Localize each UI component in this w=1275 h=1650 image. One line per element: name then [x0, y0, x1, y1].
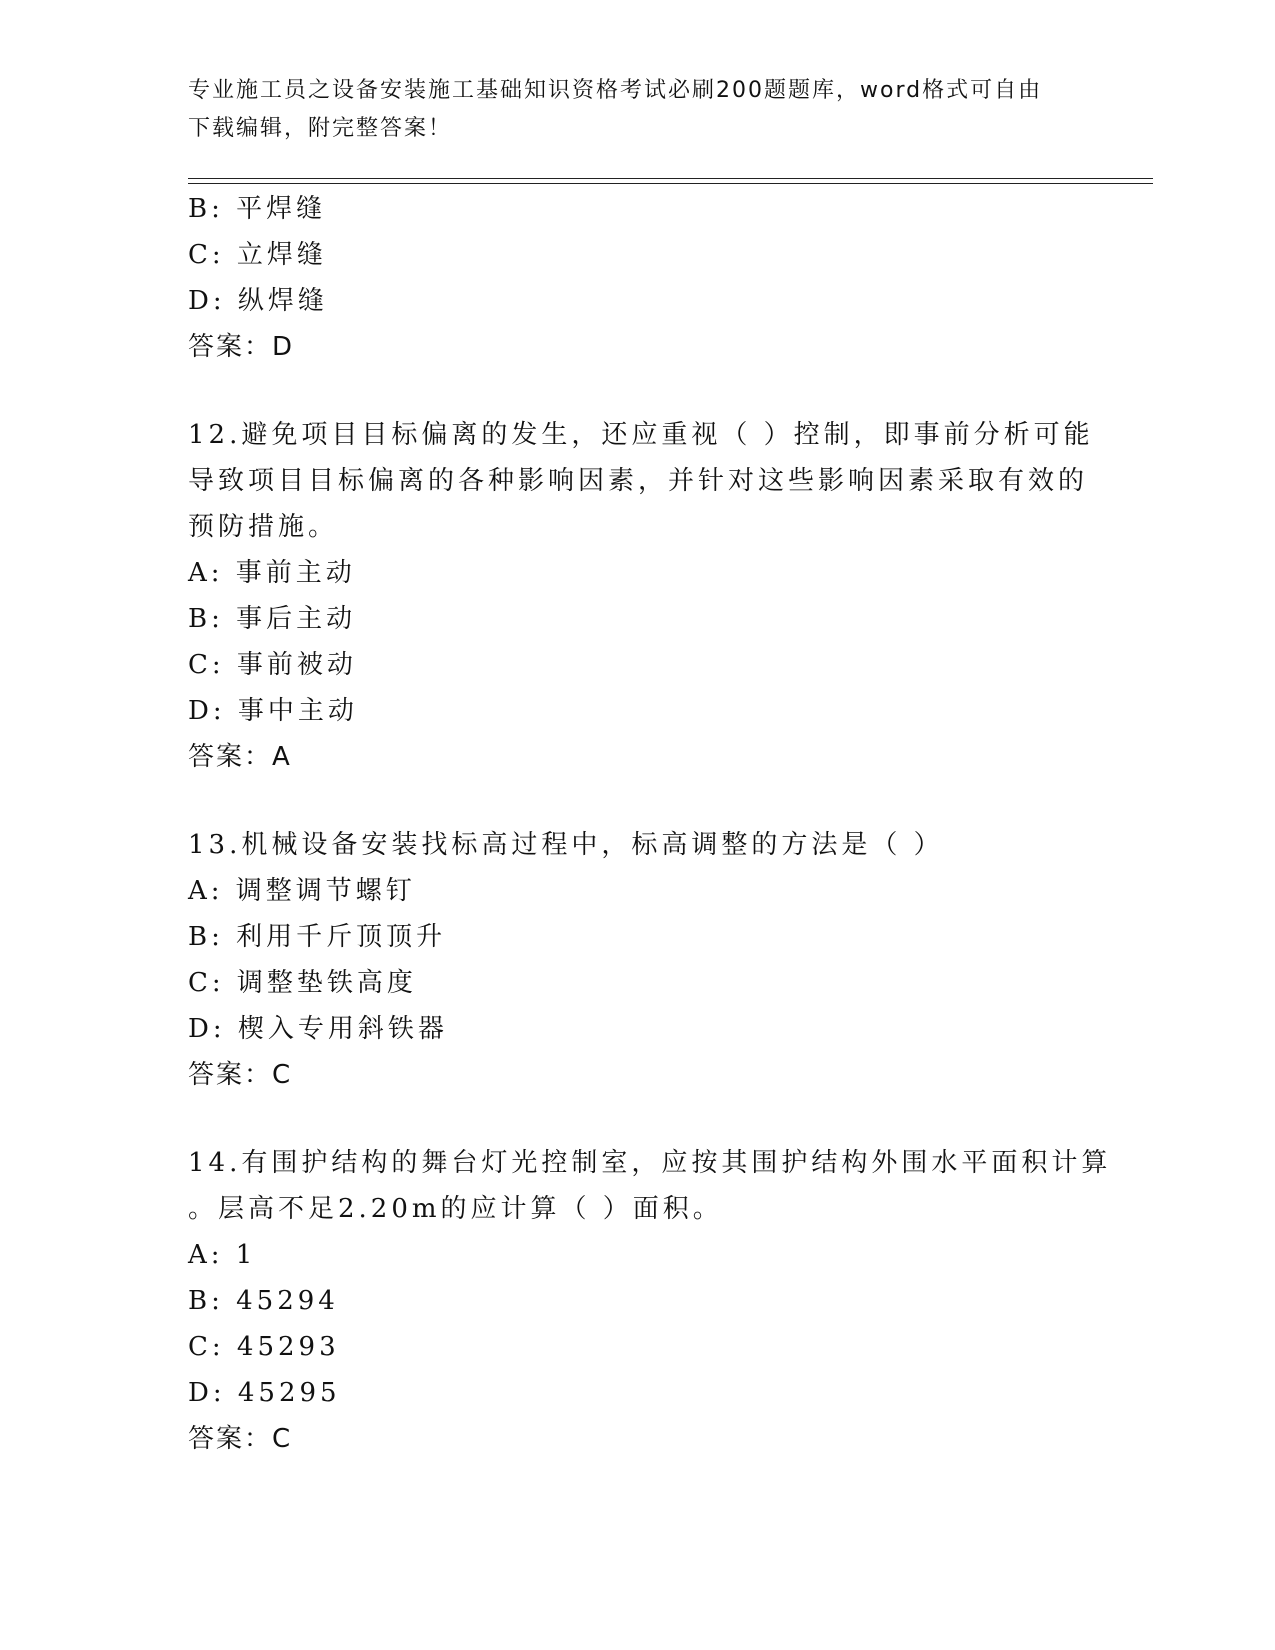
question-text-line: 14.有围护结构的舞台灯光控制室，应按其围护结构外围水平面积计算 [188, 1148, 1112, 1178]
option-c: C: 调整垫铁高度 [188, 968, 417, 998]
question-11-continuation [188, 186, 1088, 370]
option-b: B: 平焊缝 [188, 194, 327, 224]
question-text-line: 导致项目目标偏离的各种影响因素，并针对这些影响因素采取有效的 [188, 466, 1089, 496]
option-b: B: 事后主动 [188, 604, 357, 634]
answer: 答案：D [188, 332, 295, 362]
question-text-line: 。层高不足2.20m的应计算（ ）面积。 [188, 1194, 723, 1224]
option-c: C: 立焊缝 [188, 240, 327, 270]
header-line-1: 专业施工员之设备安装施工基础知识资格考试必刷200题题库，word格式可自由 [188, 78, 1043, 103]
option-c: C: 事前被动 [188, 650, 357, 680]
header-line-2: 下载编辑，附完整答案！ [188, 116, 453, 141]
header-divider-top [188, 178, 1153, 179]
document-header [188, 72, 1068, 148]
answer: 答案：A [188, 742, 292, 772]
option-b: B: 利用千斤顶顶升 [188, 922, 447, 952]
header-divider-bottom [188, 183, 1153, 184]
question-12 [188, 412, 1094, 780]
option-d: D: 45295 [188, 1378, 341, 1408]
option-a: A: 调整调节螺钉 [188, 876, 416, 906]
question-text-line: 13.机械设备安装找标高过程中，标高调整的方法是（ ） [188, 830, 944, 860]
option-d: D: 事中主动 [188, 696, 358, 726]
question-14 [188, 1140, 1112, 1462]
question-text-line: 12.避免项目目标偏离的发生，还应重视（ ）控制，即事前分析可能 [188, 420, 1094, 450]
option-a: A: 事前主动 [188, 558, 356, 588]
option-d: D: 纵焊缝 [188, 286, 328, 316]
option-b: B: 45294 [188, 1286, 339, 1316]
option-a: A: 1 [188, 1240, 257, 1270]
question-text-line: 预防措施。 [188, 512, 339, 542]
question-13 [188, 822, 1088, 1098]
question-content [188, 186, 1112, 1462]
answer: 答案：C [188, 1424, 293, 1454]
option-c: C: 45293 [188, 1332, 340, 1362]
answer: 答案：C [188, 1060, 293, 1090]
option-d: D: 楔入专用斜铁器 [188, 1014, 448, 1044]
